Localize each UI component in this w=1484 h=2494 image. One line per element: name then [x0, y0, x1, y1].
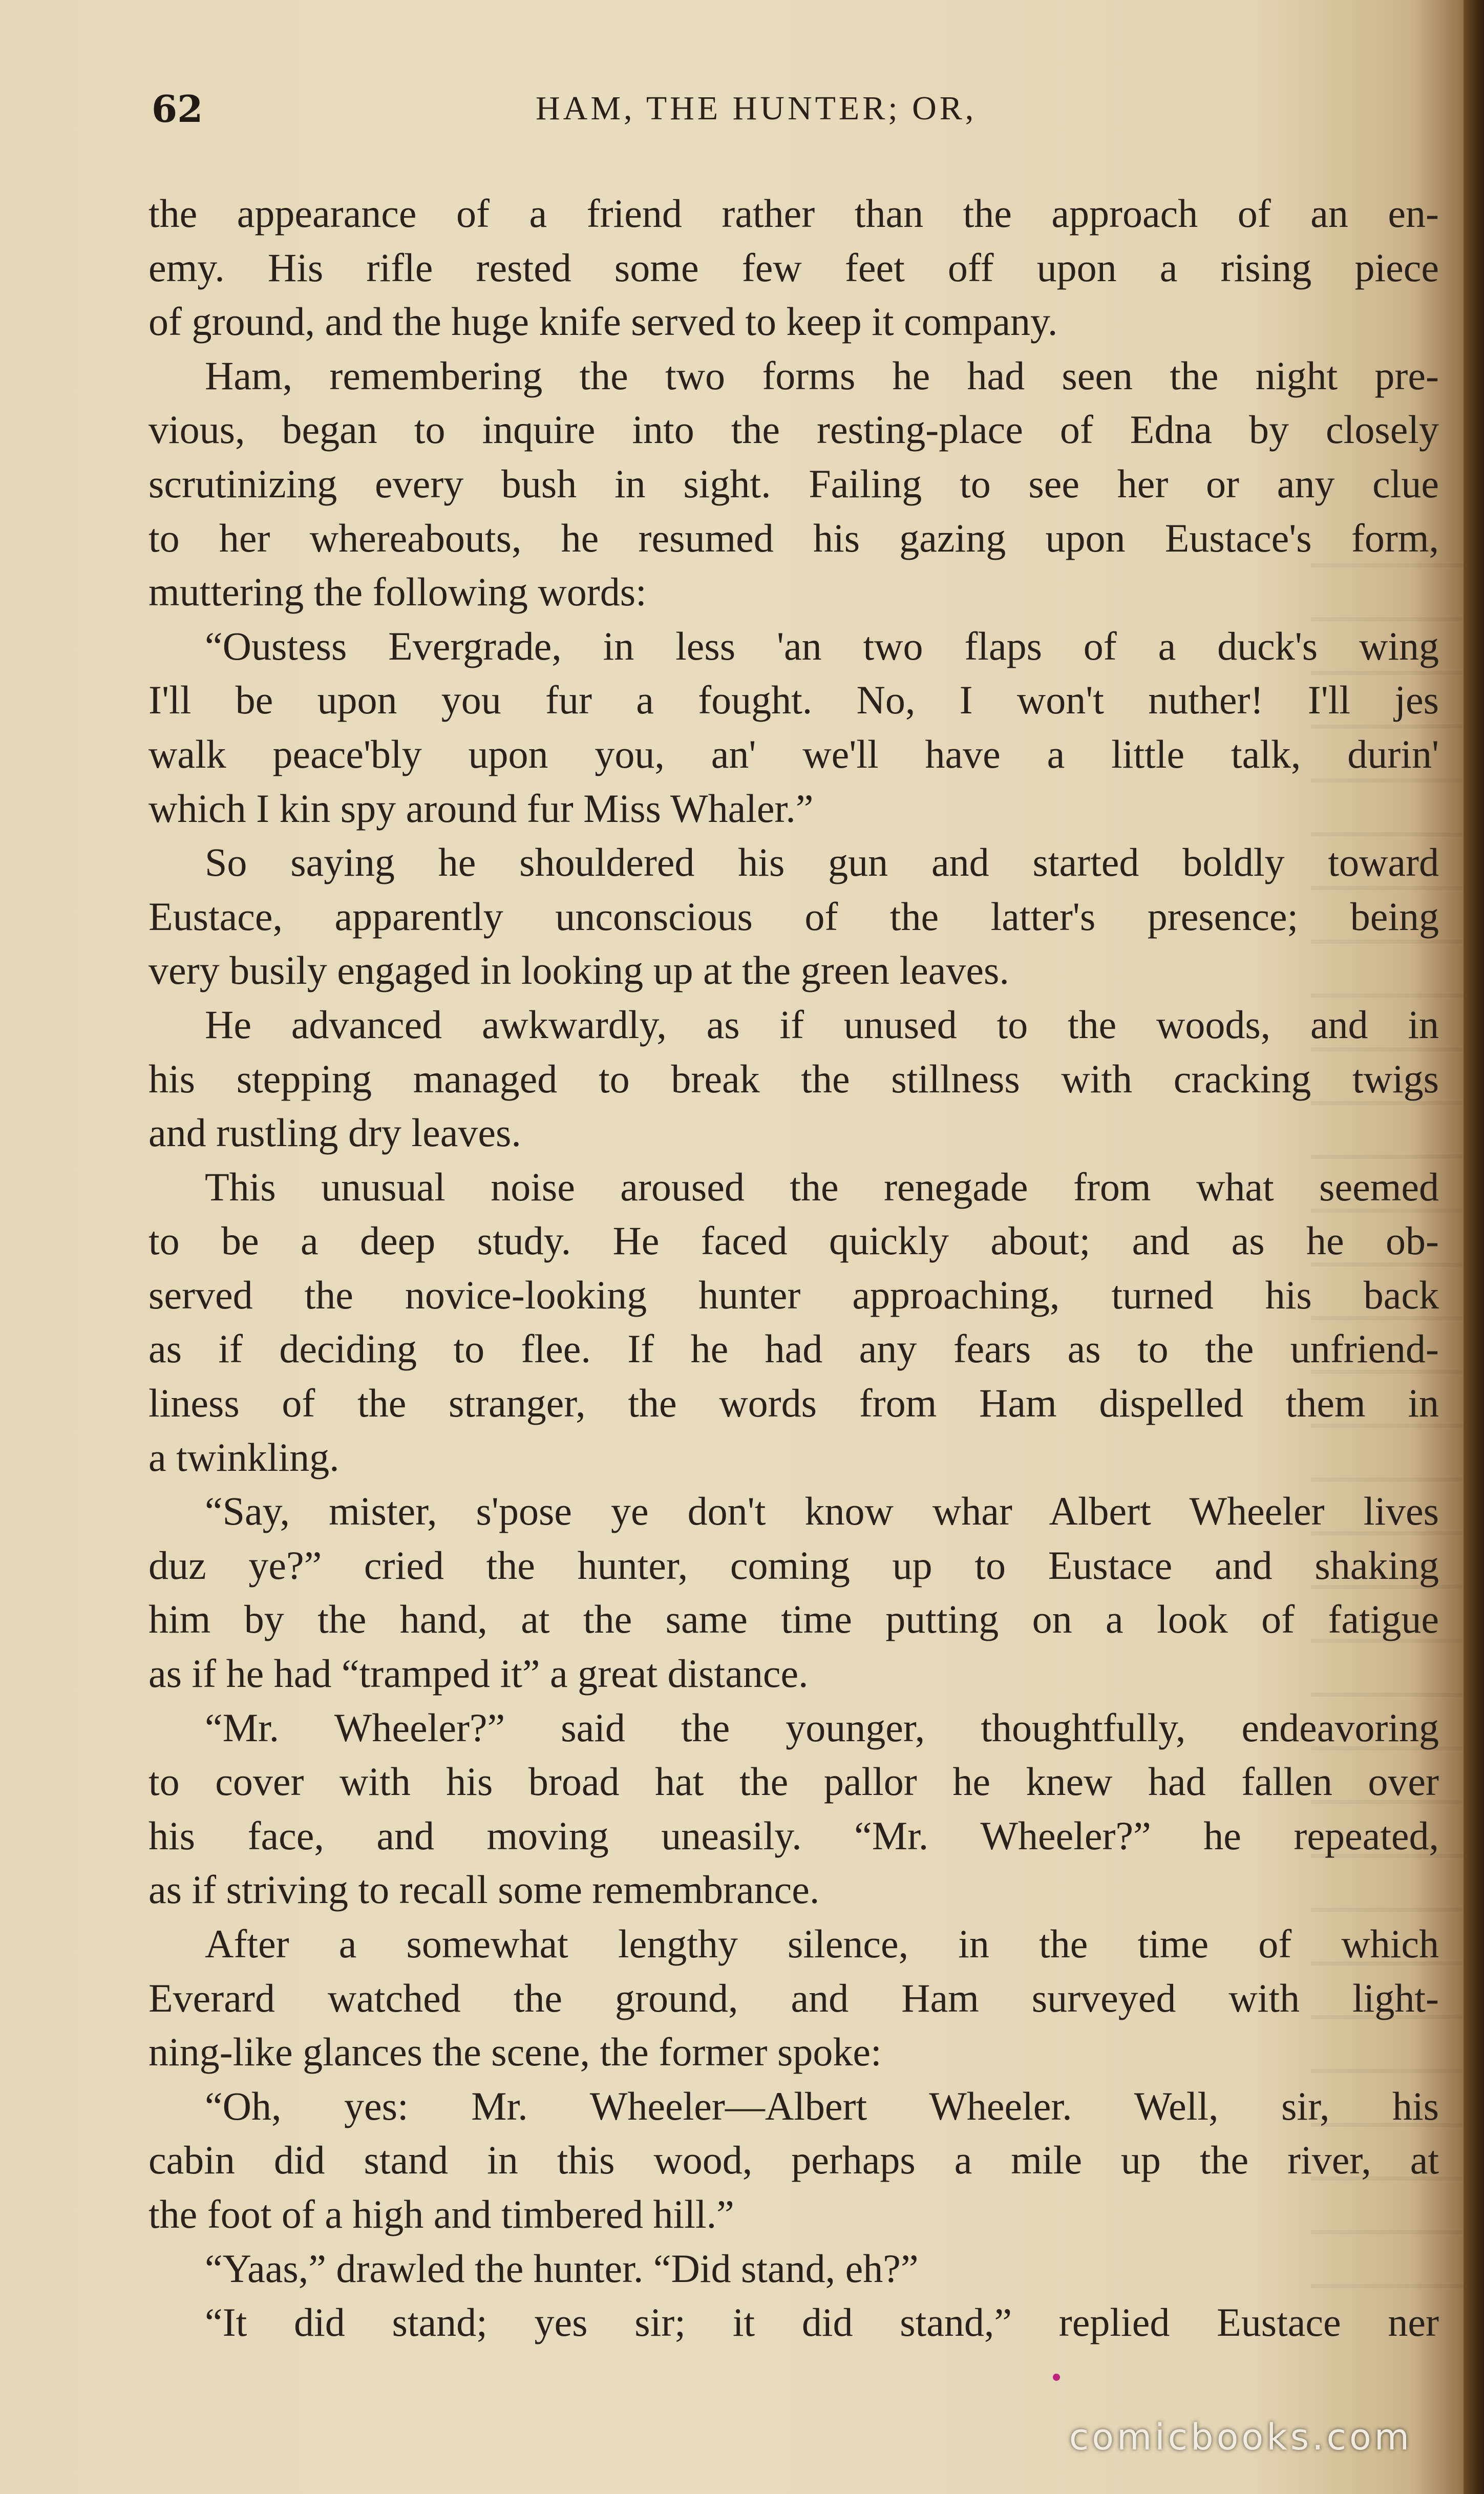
text-line: “Yaas,” drawled the hunter. “Did stand, eh?” — [205, 2246, 919, 2291]
text-line: which I kin spy around fur Miss Whaler.” — [149, 786, 814, 831]
text-line: I'll be upon you fur a fought. No, I won't nuther! I'll jes — [149, 678, 1439, 723]
text-line: the appearance of a friend rather than the approach of an en- — [149, 191, 1439, 236]
text-line: ning-like glances the scene, the former spoke: — [149, 2030, 882, 2075]
text-line: to be a deep study. He faced quickly about; and as he ob- — [149, 1218, 1439, 1263]
text-line: served the novice-looking hunter approaching, turned his back — [149, 1272, 1439, 1317]
text-line: the foot of a high and timbered hill.” — [149, 2191, 734, 2236]
text-line: vious, began to inquire into the resting-place of Edna by closely — [149, 407, 1439, 452]
text-line: his stepping managed to break the stillness with cracking twigs — [149, 1056, 1439, 1101]
text-line: walk peace'bly upon you, an' we'll have a little talk, durin' — [149, 731, 1439, 776]
text-line: After a somewhat lengthy silence, in the time of which — [205, 1921, 1439, 1966]
text-line: as if striving to recall some remembrance. — [149, 1867, 820, 1912]
text-line: to her whereabouts, he resumed his gazing upon Eustace's form, — [149, 515, 1439, 560]
text-line: He advanced awkwardly, as if unused to the woods, and in — [205, 1002, 1439, 1047]
text-line: Everard watched the ground, and Ham surveyed with light- — [149, 1975, 1439, 2020]
book-spine-shadow — [1464, 0, 1484, 2494]
text-line: cabin did stand in this wood, perhaps a mile up the river, at — [149, 2138, 1439, 2183]
text-line: Eustace, apparently unconscious of the latter's presence; being — [149, 894, 1439, 939]
text-line: This unusual noise aroused the renegade from what seemed — [205, 1164, 1439, 1209]
text-line: muttering the following words: — [149, 569, 647, 615]
text-line: him by the hand, at the same time putting on a look of fatigue — [149, 1597, 1439, 1642]
text-line: “It did stand; yes sir; it did stand,” replied Eustace ner — [205, 2300, 1439, 2345]
text-line: duz ye?” cried the hunter, coming up to Eustace and shaking — [149, 1542, 1439, 1588]
text-line: Ham, remembering the two forms he had seen the night pre- — [205, 353, 1439, 398]
watermark: comicbooks.com — [1069, 2416, 1412, 2458]
text-line: as if deciding to flee. If he had any fears as to the unfriend- — [149, 1326, 1439, 1371]
text-line: a twinkling. — [149, 1434, 340, 1480]
text-line: “Mr. Wheeler?” said the younger, thoughtfully, endeavoring — [205, 1705, 1439, 1750]
page-header — [152, 77, 1432, 138]
text-line: scrutinizing every bush in sight. Failing to see her or any clue — [149, 461, 1439, 506]
text-line: “Oustess Evergrade, in less 'an two flaps of a duck's wing — [205, 623, 1439, 668]
text-line: “Say, mister, s'pose ye don't know whar Albert Wheeler lives — [205, 1489, 1439, 1534]
text-line: as if he had “tramped it” a great distance. — [149, 1651, 809, 1696]
body-text — [149, 186, 1439, 2350]
text-line: emy. His rifle rested some few feet off upon a rising piece — [149, 245, 1439, 290]
running-title: HAM, THE HUNTER; OR, — [536, 90, 977, 127]
text-line: and rustling dry leaves. — [149, 1110, 521, 1155]
text-line: liness of the stranger, the words from Ham dispelled them in — [149, 1381, 1439, 1426]
text-line: “Oh, yes: Mr. Wheeler—Albert Wheeler. Well, sir, his — [205, 2083, 1439, 2128]
text-line: to cover with his broad hat the pallor he knew had fallen over — [149, 1759, 1439, 1804]
text-line: very busily engaged in looking up at the green leaves. — [149, 948, 1009, 993]
text-line: of ground, and the huge knife served to keep it company. — [149, 299, 1058, 344]
page-number: 62 — [152, 87, 203, 131]
ink-speck — [1053, 2374, 1060, 2381]
text-line: So saying he shouldered his gun and started boldly toward — [205, 840, 1439, 885]
text-line: his face, and moving uneasily. “Mr. Wheeler?” he repeated, — [149, 1813, 1439, 1858]
